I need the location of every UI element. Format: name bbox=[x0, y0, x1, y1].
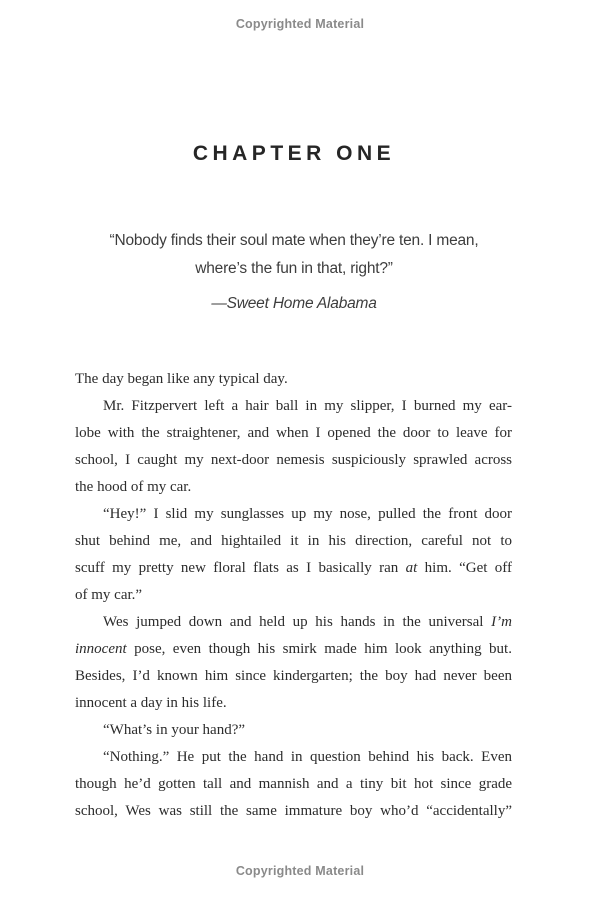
body-text: Mr. Fitzpervert left a hair ball in my slipper, I burned my ear- bbox=[103, 398, 512, 414]
epigraph-attribution: —Sweet Home Alabama bbox=[211, 295, 377, 312]
body-line bbox=[75, 420, 512, 447]
chapter-epigraph bbox=[0, 227, 588, 318]
body-line bbox=[75, 555, 512, 582]
body-line bbox=[75, 717, 512, 744]
body-text: school, I caught my next-door nemesis suspiciously sprawled across bbox=[75, 452, 513, 468]
body-text: Besides, I’d known him since kindergarten; the boy had never been bbox=[75, 668, 512, 684]
body-line bbox=[75, 393, 512, 420]
body-line bbox=[75, 582, 512, 609]
body-text: pose, even though his smirk made him look anything but. bbox=[126, 641, 512, 657]
body-line bbox=[75, 690, 512, 717]
body-line bbox=[75, 663, 512, 690]
body-line bbox=[75, 501, 512, 528]
body-text: shut behind me, and hightailed it in his direction, careful not to bbox=[75, 533, 513, 549]
body-line bbox=[75, 636, 512, 663]
body-line bbox=[75, 366, 512, 393]
body-text: lobe with the straightener, and when I opened the door to leave for bbox=[75, 425, 513, 441]
body-text-block bbox=[75, 366, 512, 825]
italic-text: I’m bbox=[491, 614, 512, 630]
chapter-title: CHAPTER ONE bbox=[192, 142, 396, 165]
body-text: of my car.” bbox=[75, 587, 143, 603]
body-text: him. “Get off bbox=[417, 560, 512, 576]
body-text: school, Wes was still the same immature boy who’d “accidentally” bbox=[75, 803, 512, 819]
epigraph-quote-line: where’s the fun in that, right?” bbox=[195, 260, 393, 277]
copyright-banner-top: Copyrighted Material bbox=[235, 17, 365, 31]
italic-text: innocent bbox=[75, 641, 127, 657]
body-line bbox=[75, 447, 512, 474]
body-text: the hood of my car. bbox=[75, 479, 192, 495]
body-line bbox=[75, 798, 512, 825]
body-text: “What’s in your hand?” bbox=[103, 722, 246, 738]
body-text: “Nothing.” He put the hand in question behind his back. Even bbox=[103, 749, 512, 765]
body-line bbox=[75, 771, 512, 798]
body-text: “Hey!” I slid my sunglasses up my nose, pulled the front door bbox=[103, 506, 513, 522]
body-line bbox=[75, 528, 512, 555]
body-text: The day began like any typical day. bbox=[75, 371, 288, 387]
epigraph-quote-line: “Nobody finds their soul mate when they’re ten. I mean, bbox=[109, 232, 479, 249]
body-text: Wes jumped down and held up his hands in the universal bbox=[103, 614, 492, 630]
body-line bbox=[75, 609, 512, 636]
body-line bbox=[75, 744, 512, 771]
body-text: scuff my pretty new floral flats as I basically ran bbox=[75, 560, 406, 576]
italic-text: at bbox=[405, 560, 418, 576]
body-text: innocent a day in his life. bbox=[75, 695, 227, 711]
body-line bbox=[75, 474, 512, 501]
body-text: though he’d gotten tall and mannish and a tiny bit hot since grade bbox=[75, 776, 513, 792]
copyright-banner-bottom: Copyrighted Material bbox=[235, 864, 365, 878]
